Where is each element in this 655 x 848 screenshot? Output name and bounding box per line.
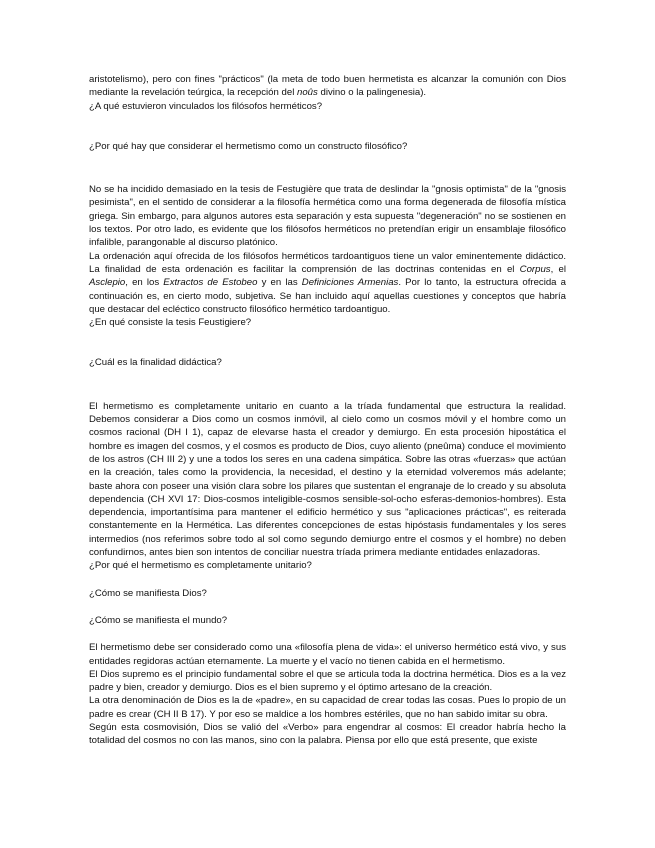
text-line: divino o la palingenesia). xyxy=(317,87,427,99)
document-body xyxy=(89,73,566,748)
italic-term: noûs xyxy=(297,87,318,99)
text-line: mediante la revelación teúrgica, la recepción del xyxy=(89,87,297,99)
paragraph: No se ha incidido demasiado en la tesis de Festugière que trata de deslindar la "gnosis optimista" de la "gnosis pesimista", en el sentido de considerar a la filosofía hermética como una forma degenerada de filosofía mística griega. Sin embargo, para algunos autores esta separación y esta supuesta "degeneración" no se sostienen en los textos. Por otro lado, es evidente que los filósofos herméticos no pretendían erigir un ensamblaje filosófico infalible, parangonable al discurso platónico. xyxy=(89,184,566,249)
question: ¿Cómo se manifiesta Dios? xyxy=(89,587,207,599)
italic-term: Extractos de Estobeo xyxy=(163,277,258,289)
italic-term: Asclepio xyxy=(89,277,126,289)
italic-term: Definiciones Armenias xyxy=(301,277,399,289)
question: ¿Cuál es la finalidad didáctica? xyxy=(89,357,222,369)
paragraph: El hermetismo es completamente unitario en cuanto a la tríada fundamental que estructura la realidad. Debemos considerar a Dios como un cosmos inmóvil, al cielo como un cosmos móvil y el hombre como un cosmos racional (DH I 1), capaz de elevarse hasta el creador y demiurgo. En esta procesión hipostática el hombre es imagen del cosmos, y el cosmos es producto de Dios, cuyo aliento (pneûma) conduce el movimiento de los astros (CH III 2) y une a todos los seres en una cadena simpática. Sobre las otras «fuerzas» que actúan en la creación, tales como la providencia, la necesidad, el destino y la eternidad volveremos más adelante; baste ahora con poseer una visión clara sobre los pilares que sustentan el engranaje de lo creado y su absoluta dependencia (CH XVI 17: Dios-cosmos inteligible-cosmos sensible-sol-ocho esferas-demonios-hombres). Esta dependencia, importantísima para mantener el edificio hermético y sus "aplicaciones prácticas", es reiterada constantemente en la Hermética. Las diferentes concepciones de estas hipóstasis fundamentales y los seres intermedios (nos referimos sobre todo al sol como segundo demiurgo entre el cosmos y el hombre) no deben confundirnos, antes bien son intentos de conciliar nuestra tríada primera mediante entidades enlazadoras. xyxy=(89,400,566,559)
paragraph: El Dios supremo es el principio fundamental sobre el que se articula toda la doctrina hermética. Dios es a la vez padre y bien, creador y demiurgo. Dios es el bien supremo y el óptimo artesano de la creación. xyxy=(89,668,566,694)
italic-term: Corpus xyxy=(519,263,551,275)
question: ¿Por qué el hermetismo es completamente unitario? xyxy=(89,560,312,572)
question: ¿Por qué hay que considerar el hermetismo como un constructo filosófico? xyxy=(89,140,408,152)
paragraph xyxy=(89,73,566,100)
text-line: aristotelismo), pero con fines "prácticos" (la meta de todo buen hermetista es alcanzar la comunión con Dios xyxy=(89,74,566,85)
question: ¿Cómo se manifiesta el mundo? xyxy=(89,614,228,626)
paragraph: Según esta cosmovisión, Dios se valió del «Verbo» para engendrar al cosmos: El creador habría hecho la totalidad del cosmos no con las manos, sino con la palabra. Piensa por ello que está presente, que existe xyxy=(89,721,566,747)
paragraph: La otra denominación de Dios es la de «padre», en su capacidad de crear todas las cosas. Pues lo propio de un padre es crear (CH II B 17). Y por eso se maldice a los hombres estériles, que no han sabido imitar su obra. xyxy=(89,695,566,720)
paragraph: El hermetismo debe ser considerado como una «filosofía plena de vida»: el universo hermético está vivo, y sus entidades regidoras actúan eternamente. La muerte y el vacío no tienen cabida en el hermetismo. xyxy=(89,642,566,667)
question: ¿En qué consiste la tesis Feustigiere? xyxy=(89,317,252,329)
paragraph: La ordenación aquí ofrecida de los filósofos herméticos tardoantiguos tiene un valor eminentemente didáctico. La finalidad de esta ordenación es facilitar la comprensión de las doctrinas contenidas en el Corpus, el Asclepio, en los Extractos de Estobeo y en las Definiciones Armenias. Por lo tanto, la estructura ofrecida a continuación es, en cierto modo, subjetiva. Se han incluido aquí aquellas cuestiones y conceptos que habría que destacar del ecléctico constructo filosófico hermético tardoantiguo. xyxy=(89,250,566,315)
question: ¿A qué estuvieron vinculados los filósofos herméticos? xyxy=(89,100,323,112)
